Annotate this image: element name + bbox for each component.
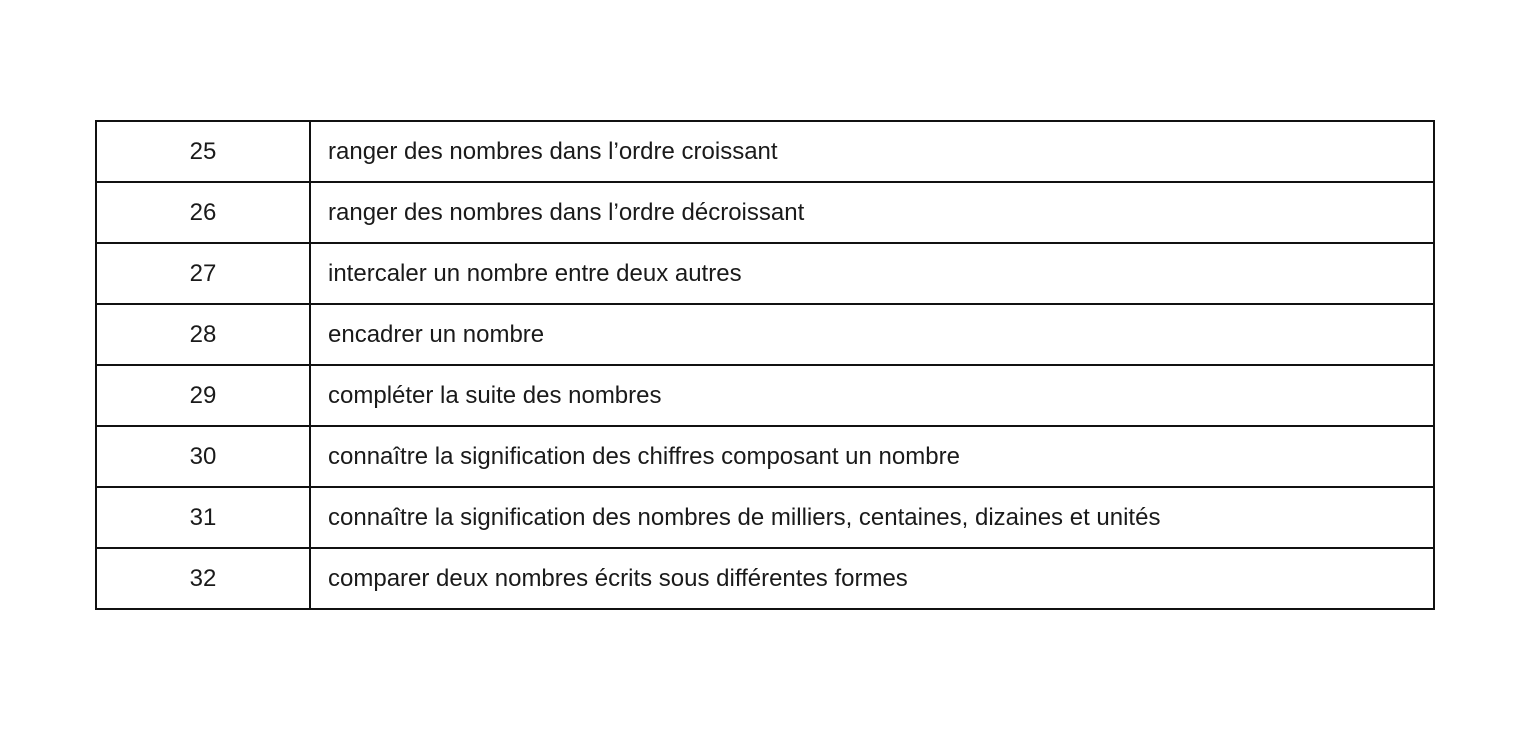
row-description: encadrer un nombre xyxy=(310,304,1434,365)
table-row xyxy=(96,487,1434,548)
row-number: 30 xyxy=(96,426,310,487)
skills-table xyxy=(95,120,1435,610)
row-number: 27 xyxy=(96,243,310,304)
table-row xyxy=(96,243,1434,304)
row-description: comparer deux nombres écrits sous différentes formes xyxy=(310,548,1434,609)
row-number: 25 xyxy=(96,121,310,182)
row-description: intercaler un nombre entre deux autres xyxy=(310,243,1434,304)
row-number: 31 xyxy=(96,487,310,548)
row-description: connaître la signification des chiffres composant un nombre xyxy=(310,426,1434,487)
row-number: 26 xyxy=(96,182,310,243)
row-description: compléter la suite des nombres xyxy=(310,365,1434,426)
row-number: 28 xyxy=(96,304,310,365)
row-number: 29 xyxy=(96,365,310,426)
table-row xyxy=(96,548,1434,609)
table-row xyxy=(96,304,1434,365)
table-row xyxy=(96,426,1434,487)
table-row xyxy=(96,121,1434,182)
row-description: ranger des nombres dans l’ordre croissant xyxy=(310,121,1434,182)
row-description: connaître la signification des nombres de milliers, centaines, dizaines et unités xyxy=(310,487,1434,548)
row-number: 32 xyxy=(96,548,310,609)
table-row xyxy=(96,365,1434,426)
row-description: ranger des nombres dans l’ordre décroissant xyxy=(310,182,1434,243)
table-row xyxy=(96,182,1434,243)
